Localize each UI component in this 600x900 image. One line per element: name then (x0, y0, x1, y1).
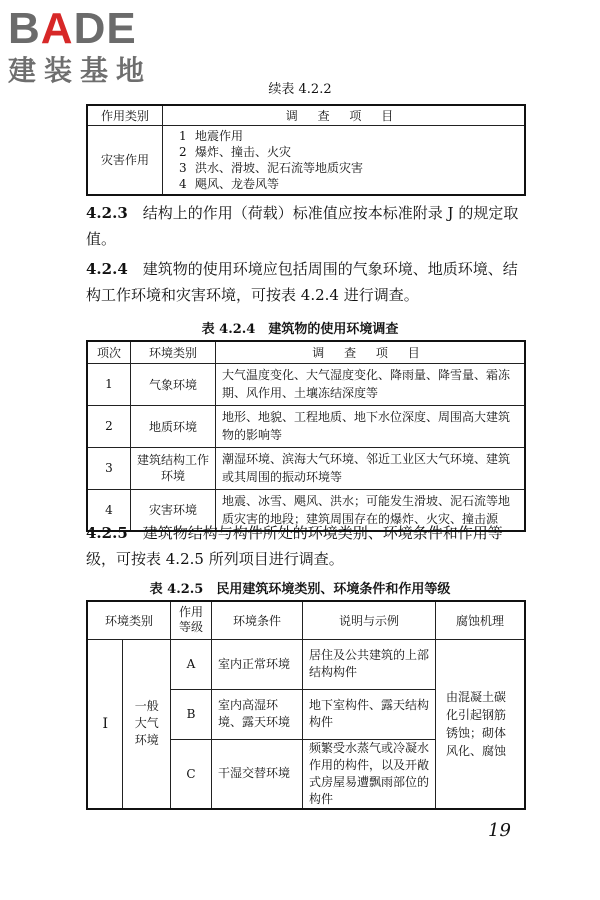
table-425 (86, 600, 526, 810)
list-item: 2 爆炸、撞击、火灾 (179, 144, 292, 159)
table-row: 4 灾害环境 地震、冰雪、飓风、洪水；可能发生滑坡、泥石流等地质灾害的地段；建筑周围存在的爆炸、火灾、撞击源 (87, 489, 525, 531)
table-row: I 一般大气环境 A 室内正常环境 居住及公共建筑的上部结构构件 由混凝土碳化引起钢筋锈蚀；砌体风化、腐蚀 (87, 639, 525, 689)
table-cell-category: 灾害作用 (87, 125, 163, 195)
table-cell-class-roman: I (87, 639, 123, 809)
table-cell-class-name: 一般大气环境 (123, 639, 171, 809)
paragraph-4-2-4: 4.2.4 建筑物的使用环境应包括周围的气象环境、地质环境、结构工作环境和灾害环境，可按表 4.2.4 进行调查。 (86, 260, 518, 304)
page-number: 19 (488, 820, 511, 841)
list-item: 1 地震作用 (179, 128, 244, 143)
table-row: 1 气象环境 大气温度变化、大气湿度变化、降雨量、降雪量、霜冻期、风作用、土壤冻结深度等 (87, 363, 525, 405)
table-header-cell: 腐蚀机理 (436, 601, 526, 639)
table-row: 3 建筑结构工作环境 潮湿环境、滨海大气环境、邻近工业区大气环境、建筑或其周围的振动环境等 (87, 447, 525, 489)
table-cont (86, 104, 526, 196)
list-item: 3 洪水、滑坡、泥石流等地质灾害 (179, 160, 364, 175)
table-row: B 室内高湿环境、露天环境 地下室构件、露天结构构件 (87, 689, 525, 739)
table-425-caption: 表 4.2.5 民用建筑环境类别、环境条件和作用等级 (149, 582, 451, 597)
paragraph-4-2-5: 4.2.5 建筑物结构与构件所处的环境类别、环境条件和作用等级，可按表 4.2.5 所列项目进行调查。 (86, 524, 503, 568)
table-cell-items (163, 125, 526, 195)
table-424-caption: 表 4.2.4 建筑物的使用环境调查 (201, 322, 399, 337)
table-cont-caption: 续表 4.2.2 (268, 82, 332, 97)
logo-mark: BADE (8, 4, 137, 53)
table-row: C 干湿交替环境 频繁受水蒸气或冷凝水作用的构件，以及开敞式房屋易遭飘雨部位的构件 (87, 739, 525, 809)
table-header-cell: 环境类别 (131, 341, 216, 363)
table-header-cell: 作用类别 (87, 105, 163, 125)
table-424 (86, 340, 526, 532)
table-header-cell: 调 查 项 目 (163, 105, 526, 125)
paragraph-4-2-3: 4.2.3 结构上的作用（荷载）标准值应按本标准附录 J 的规定取值。 (86, 204, 519, 248)
logo-subtitle: 建装基地 (8, 54, 153, 87)
table-header-cell: 说明与示例 (303, 601, 436, 639)
logo (8, 6, 198, 88)
table-header-cell: 环境类别 (87, 601, 171, 639)
table-header-cell: 环境条件 (212, 601, 303, 639)
list-item: 4 飓风、龙卷风等 (179, 176, 280, 191)
table-header-cell: 调 查 项 目 (216, 341, 526, 363)
table-cell-mechanism: 由混凝土碳化引起钢筋锈蚀；砌体风化、腐蚀 (436, 639, 526, 809)
table-header-cell: 项次 (87, 341, 131, 363)
table-header-cell: 作用等级 (171, 601, 212, 639)
table-row: 2 地质环境 地形、地貌、工程地质、地下水位深度、周围高大建筑物的影响等 (87, 405, 525, 447)
